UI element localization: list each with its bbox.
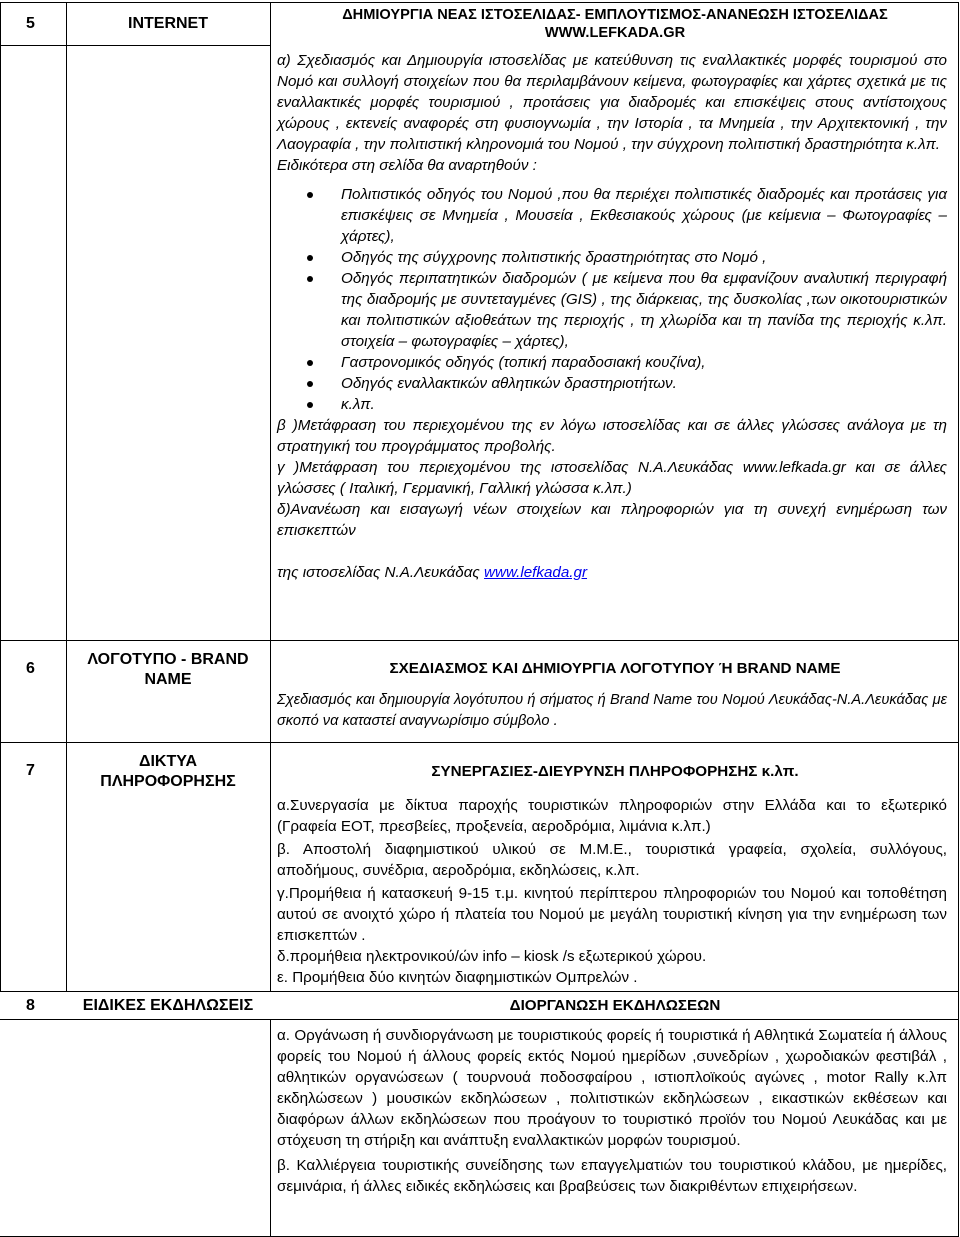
table-left-border [0,2,1,991]
row6-category: ΛΟΓΟΤΥΠΟ - BRAND NAME [87,651,249,688]
row8-heading: ΔΙΟΡΓΑΝΩΣΗ ΕΚΔΗΛΩΣΕΩΝ [509,997,721,1014]
row5-paragraph-e-text: της ιστοσελίδας Ν.Α.Λευκάδας [277,564,485,581]
row5-paragraph-b: β )Μετάφραση του περιεχομένου της εν λόγω ιστοσελίδας και σε άλλες γλώσσες ανάλογα με τη στρατηγική του προγράμματος προβολής. [277,417,947,455]
row5-body [277,50,947,583]
row8-number: 8 [26,997,35,1014]
row6-text: Σχεδιασμός και δημιουργία λογότυπου ή σήματος ή Brand Name του Νομού Λευκάδας-Ν.Α.Λευκάδας με σκοπό να καταστεί αναγνωρίσιμο σύμβολο . [277,692,947,729]
row8-body [277,1025,947,1197]
bullet-item [277,394,947,415]
category-column-line [270,2,271,991]
row5-top-line [0,45,270,46]
row8-item-a: α. Οργάνωση ή συνδιοργάνωση με τουριστικούς φορείς ή τουριστικά ή Αθλητικά Σωματεία ή άλλους φορείς του Νομού ή άλλους φορείς εκτός Νομού ημερίδων ,συνεδρίων , χωροδιακών φεστιβάλ , αθλητικών οργανώσεων ( τουρνουά ποδοσφαίρου , ιστιοπλοϊκούς αγώνες , motor Rally κ.λπ εκδηλώσεων ) μουσικών εκδηλώσεων , πολιτιστικών εκδηλώσεων , εικαστικών εκθέσεων και διαφόρων άλλων εκδηλώσεων που προάγουν το τουριστικό προϊόν του Νομού Λευκάδας και με στόχευση τη στήριξη και ανάπτυξη εναλλακτικών μορφών τουρισμού. [277,1027,947,1149]
row7-item-d: δ.προμήθεια ηλεκτρονικού/ών info – kiosk /s εξωτερικού χώρου. [277,948,707,965]
row7-body [277,795,947,988]
row5-intro: Ειδικότερα στη σελίδα θα αναρτηθούν : [277,157,537,174]
bullet-text: Οδηγός εναλλακτικών αθλητικών δραστηριοτήτων. [341,375,677,392]
row5-heading-line1: ΔΗΜΙΟΥΡΓΙΑ ΝΕΑΣ ΙΣΤΟΣΕΛΙΔΑΣ- ΕΜΠΛΟΥΤΙΣΜΟΣ-ΑΝΑΝΕΩΣΗ ΙΣΤΟΣΕΛΙΔΑΣ [342,7,888,23]
bullet-text: Οδηγός της σύγχρονης πολιτιστικής δραστηριότητας στο Νομό , [341,249,767,266]
number-column-line [66,2,67,991]
row5-paragraph-a: α) Σχεδιασμός και Δημιουργία ιστοσελίδας με κατεύθυνση τις εναλλακτικές μορφές τουρισμού στο Νομό και συλλογή στοιχείων που θα περιλαμβάνουν κείμενα, φωτογραφίες και χάρτες σχετικά με τις εναλλακτικές μορφές τουρισμιού , προτάσεις για διαδρομές και επισκέψεις στους αντίστοιχους χώρους , εκτενείς αναφορές στη φυσιογνωμία , την Ιστορία , τα Μνημεία , την Αρχιτεκτονική , την Λαογραφία , την πολιτιστική κληρονομιά του Νομού , την σύγχρονη πολιτιστική δραστηριότητα κ.λπ. [277,52,947,153]
row7-category: ΔΙΚΤΥΑ ΠΛΗΡΟΦΟΡΗΣΗΣ [100,753,236,790]
table-right-border [958,2,959,1237]
row5-paragraph-c: γ )Μετάφραση του περιεχομένου της ιστοσελίδας Ν.Α.Λευκάδας www.lefkada.gr και σε άλλες γλώσσες ( Ιταλική, Γερμανική, Γαλλική γλώσσα κ.λπ.) [277,459,947,497]
bullet-item [277,352,947,373]
row6-bottom-line [0,742,959,743]
bullet-text: Οδηγός περιπατητικών διαδρομών ( με κείμενα που θα εμφανίζουν αναλυτική περιγραφή της διαδρομής με συντεταγμένες (GIS) , της διάρκειας, της δυσκολίας ,των οικοτουριστικών και πολιτιστικών αξιοθεάτων της περιοχής , τη χλωρίδα και τη πανίδα της περιοχής κ.λπ. στοιχεία – φωτογραφίες – χάρτες), [341,270,947,350]
row7-heading: ΣΥΝΕΡΓΑΣΙΕΣ-ΔΙΕΥΡΥΝΣΗ ΠΛΗΡΟΦΟΡΗΣΗΣ κ.λπ. [431,763,799,780]
row5-bottom-line [0,640,959,641]
bullet-item [277,184,947,247]
bullet-text: κ.λπ. [341,396,375,413]
row5-category: INTERNET [128,15,208,32]
row7-item-e: ε. Προμήθεια δύο κινητών διαφημιστικών Ομπρελών . [277,969,638,986]
bullet-text: Πολιτιστικός οδηγός του Νομού ,που θα περιέχει πολιτιστικές διαδρομές και προτάσεις για επισκέψεις σε Μνημεία , Μουσεία , Εκθεσιακούς χώρους (με κείμενια – Φωτογραφίες – χάρτες), [341,186,947,245]
row5-heading-line2: WWW.LEFKADA.GR [544,25,686,41]
bullet-item [277,247,947,268]
row8-item-b: β. Καλλιέργεια τουριστικής συνείδησης των επαγγελματιών του τουριστικού κλάδου, με ημερίδες, σεμινάρια, ή άλλες ειδικές εκδηλώσεις και βραβεύσεις των διακριθέντων επιχειρήσεων. [277,1157,947,1195]
row5-paragraph-e [277,562,947,583]
row5-heading [272,6,958,42]
row7-number: 7 [26,762,35,779]
row7-bottom-line [0,991,959,992]
row6-number: 6 [26,660,35,677]
row5-number: 5 [26,15,35,32]
table-top-border [0,2,959,3]
bullet-text: Γαστρονομικός οδηγός (τοπική παραδοσιακή κουζίνα), [341,354,706,371]
row7-item-c: γ.Προμήθεια ή κατασκευή 9-15 τ.μ. κινητού περίπτερου πληροφοριών του Νομού και τοποθέτηση αυτού σε ανοιχτό χώρο ή πλατεία του Νομού με μεγάλη τουριστική κίνηση για την ενημέρωση των επισκεπτών . [277,885,947,944]
bullet-item [277,373,947,394]
row8-header-line [0,1019,959,1020]
row7-item-a: α.Συνεργασία με δίκτυα παροχής τουριστικών πληροφοριών στην Ελλάδα και το εξωτερικό (Γραφεία ΕΟΤ, πρεσβείες, προξενεία, αεροδρόμια, λιμάνια κ.λπ.) [277,797,947,835]
row8-category: ΕΙΔΙΚΕΣ ΕΚΔΗΛΩΣΕΙΣ [82,997,254,1014]
bullet-item [277,268,947,352]
row8-column-line [270,1019,271,1236]
lefkada-website-link[interactable]: www.lefkada.gr [484,564,588,581]
row6-heading: ΣΧΕΔΙΑΣΜΟΣ ΚΑΙ ΔΗΜΙΟΥΡΓΙΑ ΛΟΓΟΤΥΠΟΥ Ή BRAND NAME [389,660,841,677]
row5-paragraph-d: δ)Ανανέωση και εισαγωγή νέων στοιχείων και πληροφοριών για τη συνεχή ενημέρωση των επισκεπτών [277,501,947,539]
row7-item-b: β. Αποστολή διαφημιστικού υλικού σε Μ.Μ.Ε., τουριστικά γραφεία, σχολεία, συλλόγους, αποδήμους, συνέδρια, αεροδρόμια, εκδηλώσεις, κ.λπ. [277,841,947,879]
